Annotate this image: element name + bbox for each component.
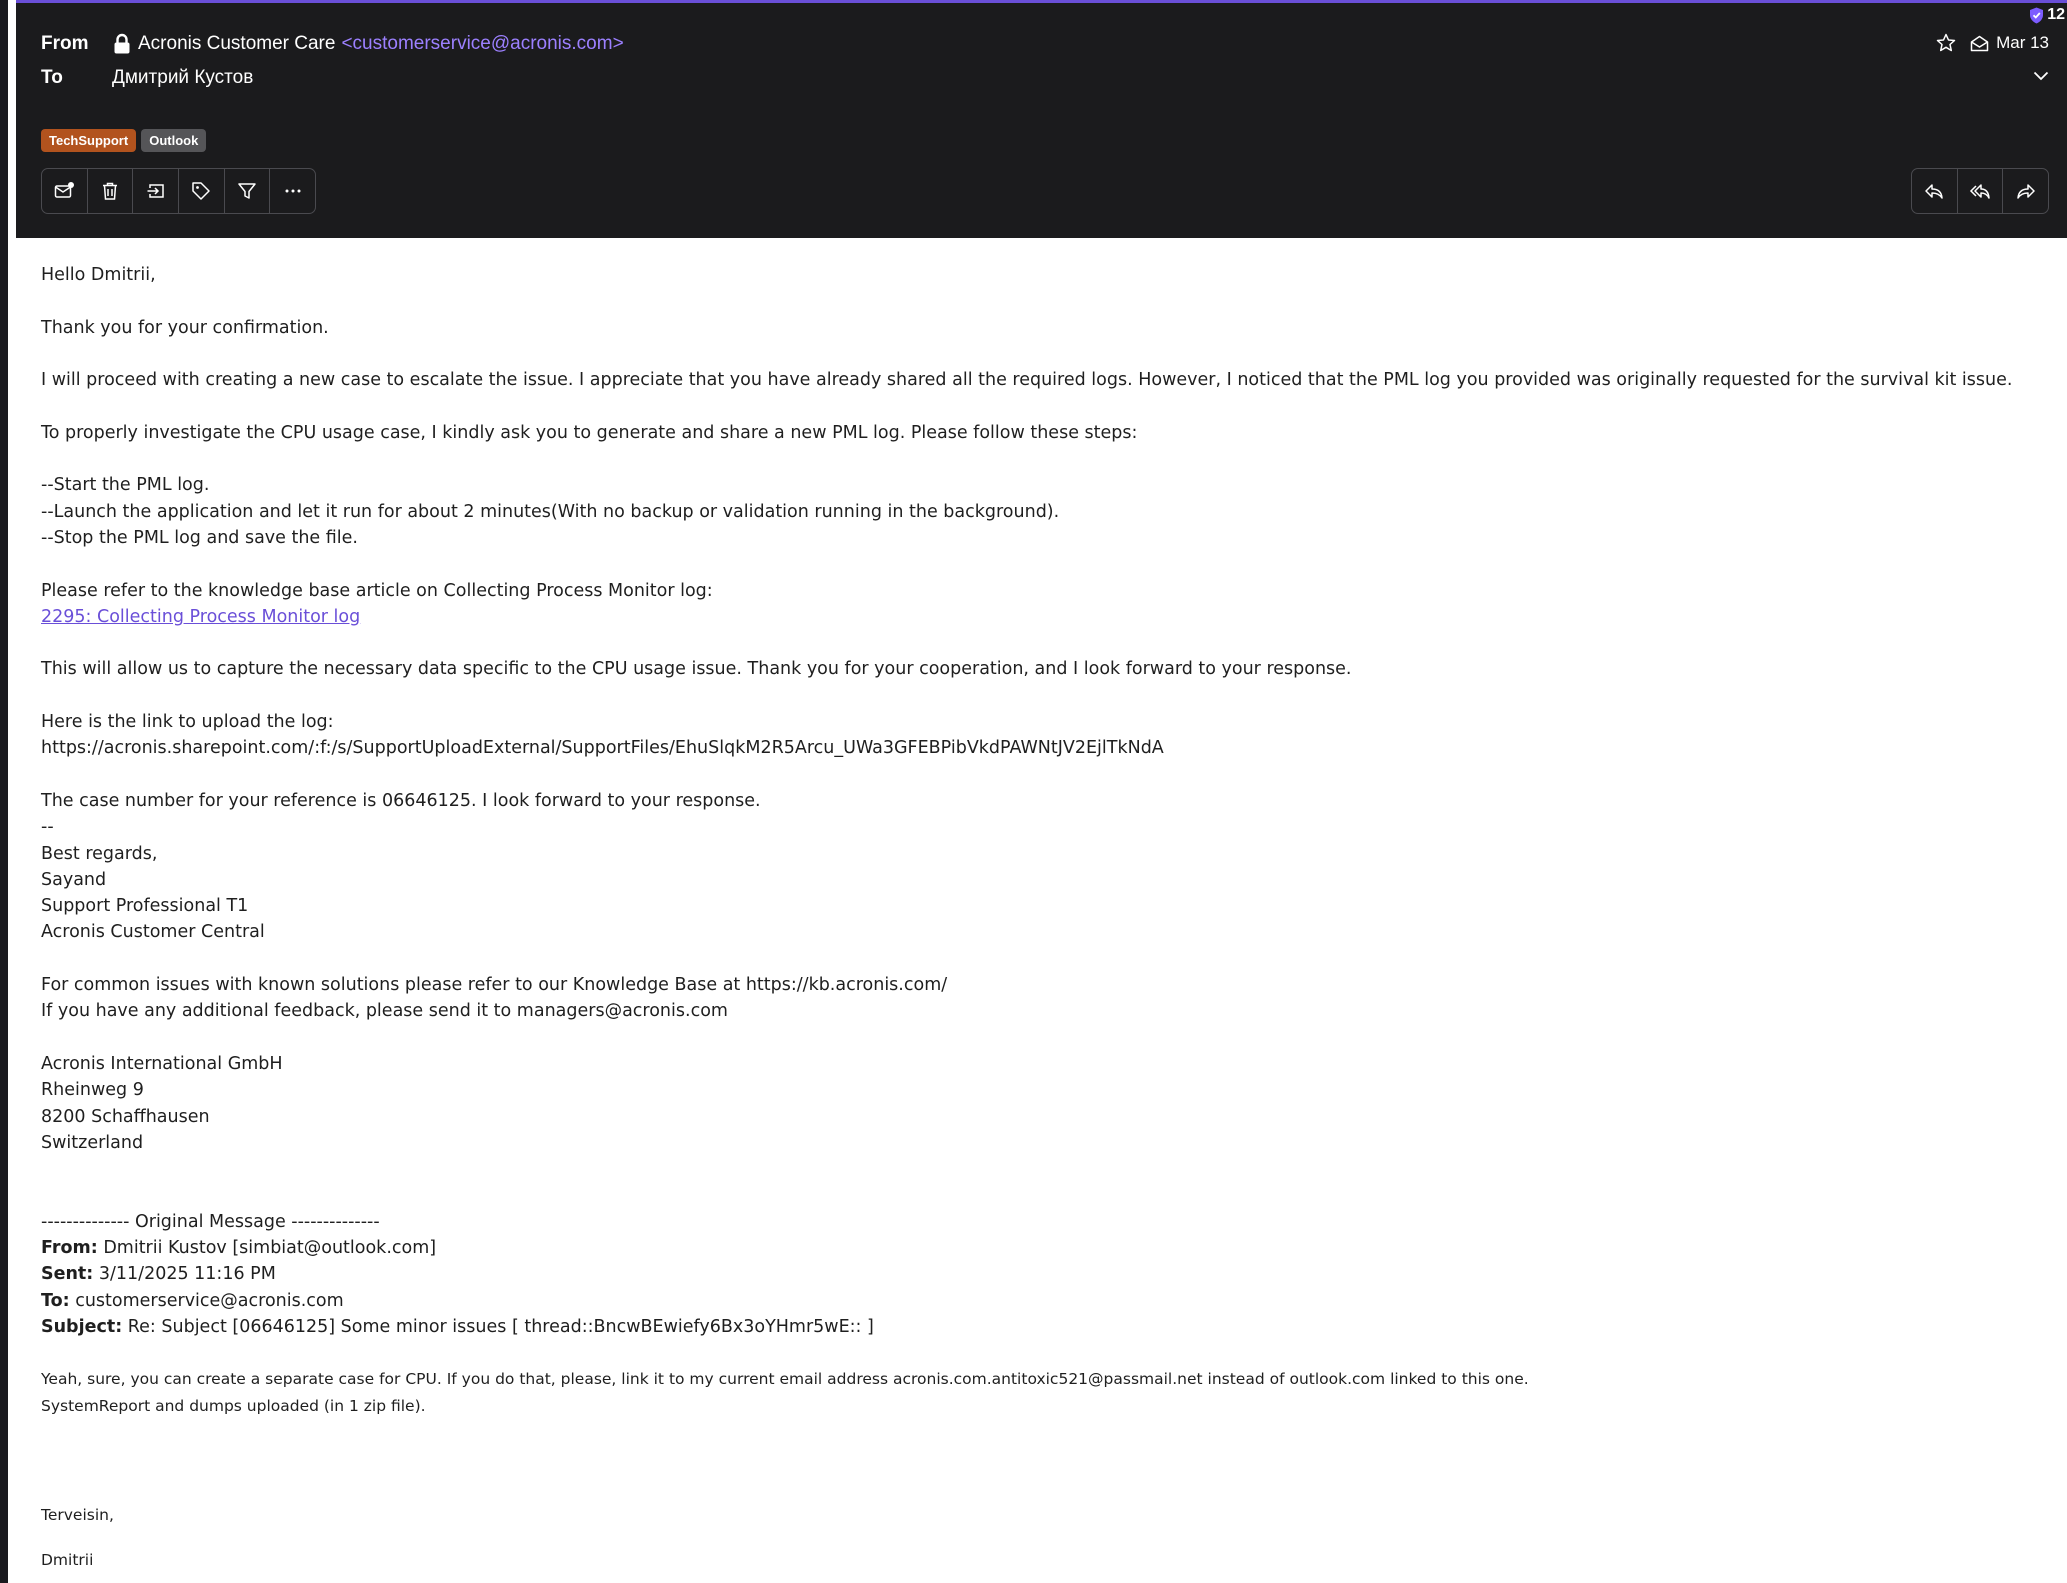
- upload-intro: Here is the link to upload the log:: [41, 712, 334, 733]
- mark-read-icon: [53, 180, 75, 202]
- tag-techsupport[interactable]: TechSupport: [41, 129, 136, 152]
- signature-line: Support Professional T1: [41, 896, 249, 917]
- recipient-name[interactable]: Дмитрий Кустов: [112, 67, 254, 88]
- sender-email[interactable]: <customerservice@acronis.com>: [341, 33, 624, 54]
- signature-line: Best regards,: [41, 843, 158, 864]
- original-message-separator: -------------- Original Message --------------: [41, 1211, 380, 1232]
- tag-icon: [190, 180, 212, 202]
- orig-from-label: From:: [41, 1237, 98, 1258]
- tag-outlook[interactable]: Outlook: [141, 129, 206, 152]
- filter-button[interactable]: [225, 169, 271, 213]
- to-label: To: [41, 67, 63, 88]
- label-button[interactable]: [179, 169, 225, 213]
- paragraph: Thank you for your confirmation.: [41, 317, 329, 338]
- upload-url[interactable]: https://acronis.sharepoint.com/:f:/s/SupportUploadExternal/SupportFiles/EhuSlqkM2R5Arcu_UWa3GFEBPibVkdPAWNtJV2EjlTkNdA: [41, 738, 1164, 759]
- sender-name[interactable]: Acronis Customer Care: [138, 33, 336, 54]
- step-item: --Start the PML log.: [41, 475, 210, 496]
- closing: Terveisin,: [41, 1505, 114, 1524]
- mark-read-button[interactable]: [42, 169, 88, 213]
- address-line: Rheinweg 9: [41, 1080, 144, 1101]
- envelope-open-icon[interactable]: [1970, 35, 1989, 52]
- greeting: Hello Dmitrii,: [41, 265, 156, 285]
- address-line: Switzerland: [41, 1132, 144, 1153]
- header-actions: [1936, 33, 2049, 53]
- paragraph: I will proceed with creating a new case to escalate the issue. I appreciate that you have already shared all the required logs. However, I noticed that the PML log you provided was originally requested for the survival kit issue.: [41, 370, 2013, 391]
- paragraph: To properly investigate the CPU usage case, I kindly ask you to generate and share a new PML log. Please follow these steps:: [41, 422, 1138, 443]
- closing-name: Dmitrii: [41, 1550, 94, 1569]
- shield-count: 12: [2047, 6, 2065, 23]
- delete-button[interactable]: [88, 169, 134, 213]
- tag-list: [41, 129, 206, 152]
- reply-icon: [1923, 180, 1945, 202]
- shield-badge[interactable]: [2029, 6, 2065, 24]
- paragraph: This will allow us to capture the necessary data specific to the CPU usage issue. Thank you for your cooperation, and I look forward to your response.: [41, 659, 1352, 680]
- more-button[interactable]: [270, 169, 315, 213]
- message-toolbar: [41, 168, 316, 214]
- email-date: Mar 13: [1996, 33, 2049, 52]
- step-item: --Launch the application and let it run for about 2 minutes(With no backup or validation running in the background).: [41, 501, 1060, 522]
- reply-all-icon: [1969, 180, 1991, 202]
- kb-article-link[interactable]: 2295: Collecting Process Monitor log: [41, 606, 361, 627]
- reply-all-button[interactable]: [1958, 169, 2004, 213]
- orig-subject-value: Re: Subject [06646125] Some minor issues [ thread::BncwBEwiefy6Bx3oYHmr5wE:: ]: [127, 1316, 874, 1337]
- signature-separator: --: [41, 817, 54, 838]
- reply-toolbar: [1911, 168, 2049, 214]
- lock-icon: [112, 33, 132, 55]
- reply-button[interactable]: [1912, 169, 1958, 213]
- orig-to-value: customerservice@acronis.com: [75, 1290, 344, 1311]
- star-icon[interactable]: [1936, 33, 1956, 53]
- signature-line: Acronis Customer Central: [41, 922, 265, 943]
- case-number-line: The case number for your reference is 06646125. I look forward to your response.: [41, 790, 761, 811]
- orig-sent: [41, 1261, 2031, 1287]
- filter-icon: [236, 180, 258, 202]
- from-label: From: [41, 33, 89, 54]
- email-header: [16, 0, 2067, 238]
- reply-line: SystemReport and dumps uploaded (in 1 zip file).: [41, 1396, 426, 1415]
- shield-icon: [2029, 7, 2044, 24]
- trash-icon: [99, 180, 121, 202]
- orig-subject-label: Subject:: [41, 1316, 123, 1337]
- feedback-line: If you have any additional feedback, please send it to managers@acronis.com: [41, 1001, 728, 1022]
- orig-to: [41, 1288, 2031, 1314]
- orig-to-label: To:: [41, 1290, 70, 1311]
- orig-from-value: Dmitrii Kustov [simbiat@outlook.com]: [103, 1237, 437, 1258]
- forward-button[interactable]: [2003, 169, 2048, 213]
- from-row: [41, 33, 624, 55]
- reply-line: Yeah, sure, you can create a separate case for CPU. If you do that, please, link it to my current email address acronis.com.antitoxic521@passmail.net instead of outlook.com linked to this one.: [41, 1370, 1529, 1389]
- email-body: [41, 262, 2031, 1573]
- more-icon: [282, 180, 304, 202]
- forward-icon: [2015, 180, 2037, 202]
- address-line: Acronis International GmbH: [41, 1053, 283, 1074]
- orig-from: [41, 1235, 2031, 1261]
- orig-sent-label: Sent:: [41, 1264, 94, 1285]
- to-row: [41, 67, 253, 89]
- move-icon: [145, 180, 167, 202]
- address-line: 8200 Schaffhausen: [41, 1106, 210, 1127]
- kb-intro: Please refer to the knowledge base article on Collecting Process Monitor log:: [41, 580, 713, 601]
- step-item: --Stop the PML log and save the file.: [41, 527, 358, 548]
- orig-subject: [41, 1314, 2031, 1340]
- orig-sent-value: 3/11/2025 11:16 PM: [98, 1264, 276, 1285]
- move-button[interactable]: [133, 169, 179, 213]
- kb-line: For common issues with known solutions please refer to our Knowledge Base at https://kb.acronis.com/: [41, 975, 948, 996]
- chevron-down-icon[interactable]: [2033, 71, 2049, 81]
- signature-line: Sayand: [41, 869, 107, 890]
